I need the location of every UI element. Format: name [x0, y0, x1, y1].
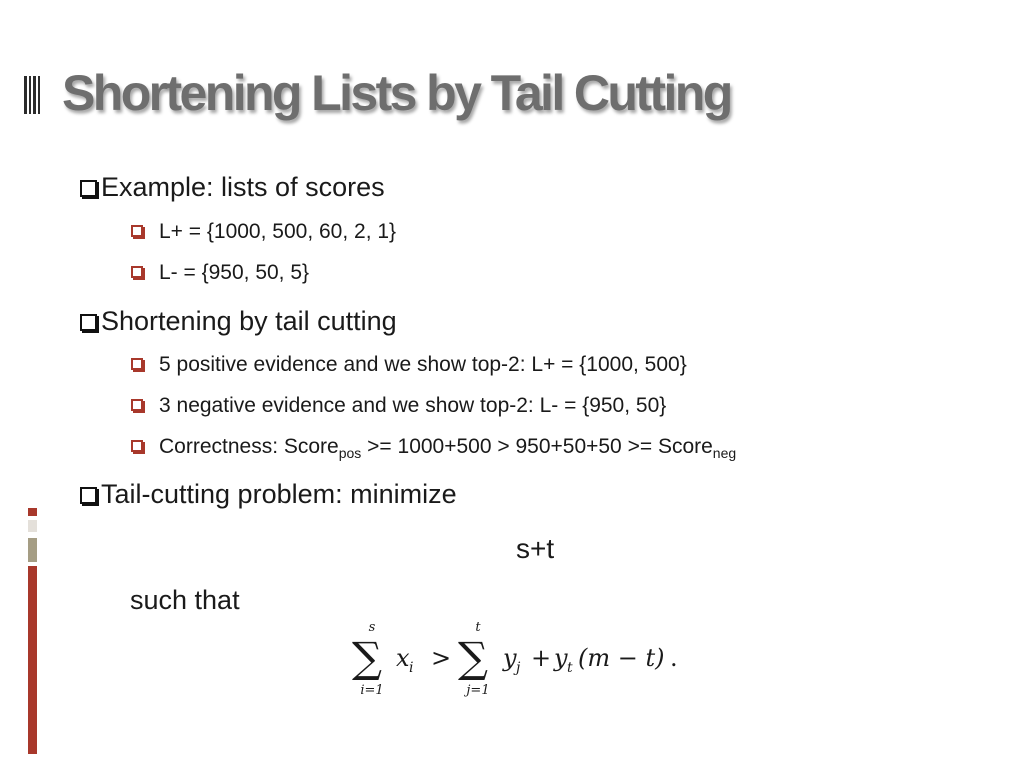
sum1-upper: s: [368, 620, 376, 635]
checkbox-bullet-icon: [80, 314, 97, 331]
plus-sign: +: [531, 644, 552, 672]
red-checkbox-bullet-icon: [131, 358, 143, 370]
term3-var: y: [554, 644, 568, 672]
red-checkbox-bullet-icon: [131, 266, 143, 278]
checkbox-bullet-icon: [80, 180, 97, 197]
bullet-level2: [131, 220, 396, 244]
bullet-level2: [131, 353, 687, 377]
decor-bar-segment: [28, 508, 37, 516]
constraint-label: such that: [130, 585, 240, 615]
red-checkbox-bullet-icon: [131, 399, 143, 411]
term3-sub: t: [567, 660, 573, 676]
bullet-level1: [80, 306, 397, 337]
slide-title: Shortening Lists by Tail Cutting: [62, 65, 731, 121]
formula-end: .: [670, 644, 678, 672]
term1-sub: i: [409, 660, 414, 676]
bullet-level1: [80, 172, 385, 203]
relation: >: [431, 644, 452, 672]
term2-var: y: [503, 644, 517, 672]
bullet-level2: [131, 394, 666, 418]
sum2-lower: j=1: [466, 683, 490, 698]
bullet-level2: [131, 261, 309, 285]
bullet-text: Example: lists of scores: [101, 172, 385, 202]
title-bars-icon: [24, 76, 40, 114]
sum2-sigma: ∑: [458, 633, 488, 682]
bullet-text: Tail-cutting problem: minimize: [101, 479, 457, 509]
red-checkbox-bullet-icon: [131, 225, 143, 237]
bullet-text: L- = {950, 50, 5}: [159, 261, 310, 284]
term1-var: x: [396, 644, 410, 672]
term2-sub: j: [516, 660, 521, 676]
objective-expression: s+t: [516, 533, 555, 564]
red-checkbox-bullet-icon: [131, 440, 143, 452]
bullet-text: Correctness: Score$_{pos}$ >= 1000+500 > 950+50+50 >= Score$_{neg}$: [159, 435, 737, 461]
decor-bar-segment: [28, 538, 37, 562]
sum1-sigma: ∑: [352, 633, 382, 682]
bullet-level1: [80, 479, 457, 510]
bullet-text: 3 negative evidence and we show top-2: L- = {950, 50}: [159, 394, 667, 417]
decor-bar-segment: [28, 520, 37, 532]
bullet-text: Shortening by tail cutting: [101, 306, 397, 336]
checkbox-bullet-icon: [80, 487, 97, 504]
term3-rest: (m − t): [578, 644, 665, 672]
sum2-upper: t: [475, 620, 481, 635]
bullet-text: L+ = {1000, 500, 60, 2, 1}: [159, 220, 397, 243]
bullet-text: 5 positive evidence and we show top-2: L+ = {1000, 500}: [159, 353, 687, 376]
constraint-formula: [350, 620, 690, 702]
bullet-level2: [131, 435, 736, 459]
decor-bar-segment: [28, 566, 37, 754]
sum1-lower: i=1: [360, 683, 384, 698]
